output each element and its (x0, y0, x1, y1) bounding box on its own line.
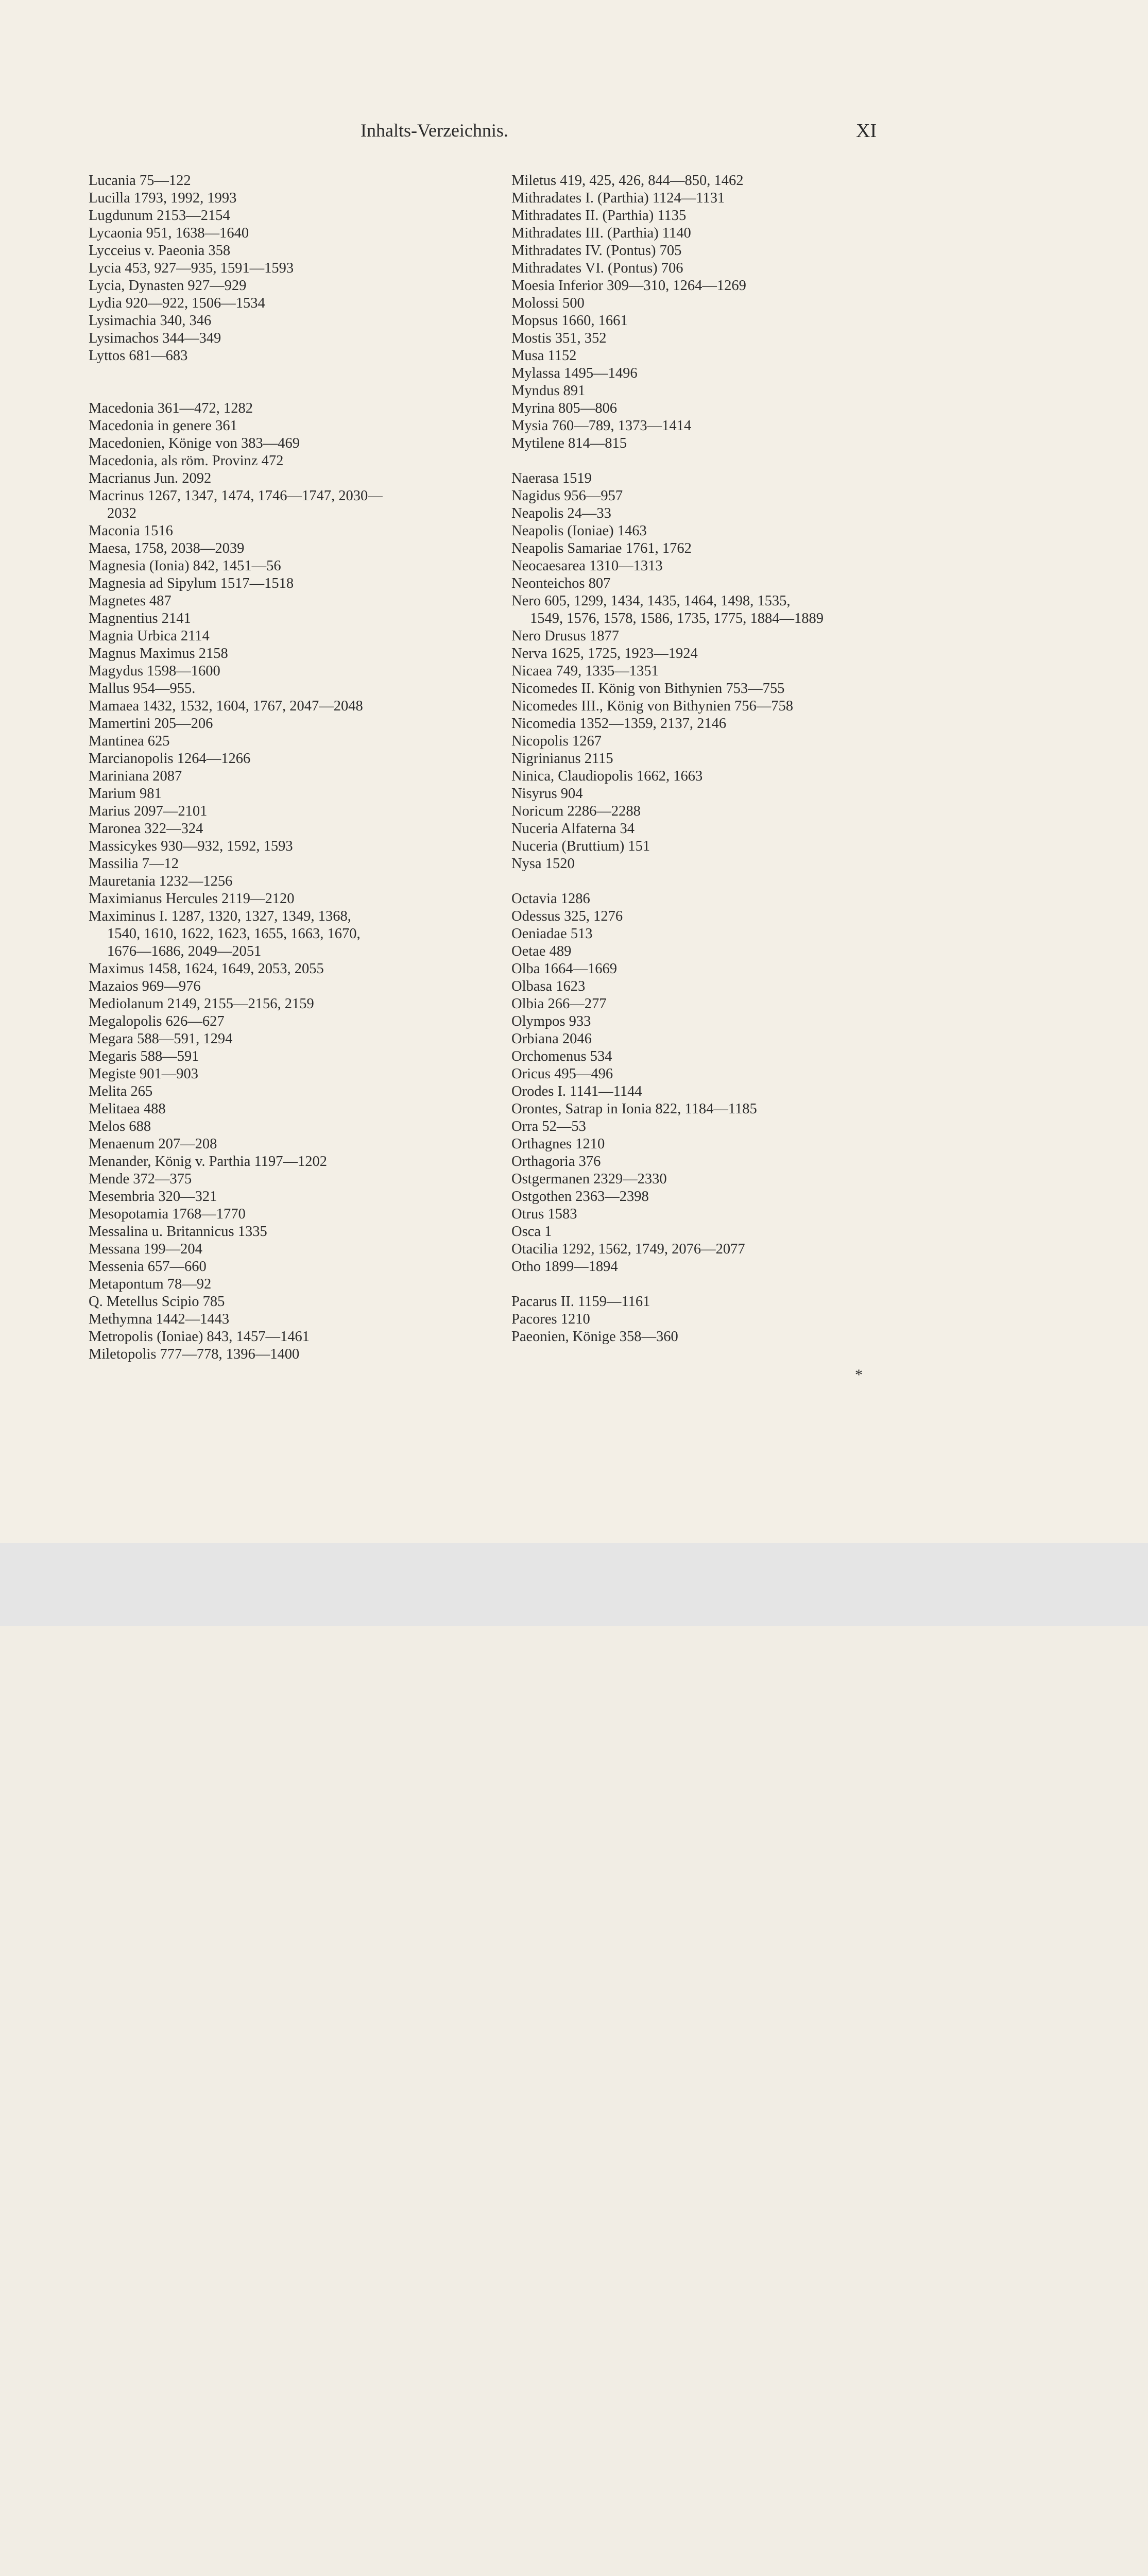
index-entry: Macrinus 1267, 1347, 1474, 1746—1747, 2030— (89, 488, 383, 504)
index-entry: Olympos 933 (511, 1013, 591, 1029)
index-entry: Mithradates I. (Parthia) 1124—1131 (511, 190, 725, 206)
index-entry: Moesia Inferior 309—310, 1264—1269 (511, 278, 746, 294)
index-entry: Mesopotamia 1768—1770 (89, 1206, 246, 1222)
index-entry: Octavia 1286 (511, 891, 590, 907)
index-entry: Nuceria (Bruttium) 151 (511, 838, 650, 854)
index-entry: Mithradates III. (Parthia) 1140 (511, 225, 691, 241)
index-entry: Mylassa 1495—1496 (511, 365, 638, 381)
index-entry: Nagidus 956—957 (511, 488, 623, 504)
index-entry: Lydia 920—922, 1506—1534 (89, 295, 265, 311)
index-entry: Lycia 453, 927—935, 1591—1593 (89, 260, 294, 276)
index-entry: Nero 605, 1299, 1434, 1435, 1464, 1498, 1535, (511, 593, 791, 609)
index-entry: Ostgothen 2363—2398 (511, 1189, 649, 1205)
index-entry: Massicykes 930—932, 1592, 1593 (89, 838, 293, 854)
index-entry: Metropolis (Ioniae) 843, 1457—1461 (89, 1329, 310, 1345)
index-entry: Lucania 75—122 (89, 173, 191, 189)
index-entry: Miletopolis 777—778, 1396—1400 (89, 1346, 300, 1362)
index-entry: Olbasa 1623 (511, 978, 586, 994)
index-entry: Magnia Urbica 2114 (89, 628, 210, 644)
index-entry: Lycaonia 951, 1638—1640 (89, 225, 249, 241)
index-entry: Macedonia, als röm. Provinz 472 (89, 453, 284, 469)
asterisk-mark: * (855, 1366, 863, 1383)
index-entry: Megiste 901—903 (89, 1066, 198, 1082)
page-number: XI (856, 120, 877, 142)
index-entry: Megalopolis 626—627 (89, 1013, 225, 1029)
index-entry: Menander, König v. Parthia 1197—1202 (89, 1154, 327, 1170)
index-entry: Naerasa 1519 (511, 470, 592, 486)
index-entry: Melitaea 488 (89, 1101, 166, 1117)
index-entry: Messana 199—204 (89, 1241, 202, 1257)
index-entry: Mauretania 1232—1256 (89, 873, 233, 889)
viewer-footer (0, 1543, 1148, 1626)
index-entry: Massilia 7—12 (89, 856, 179, 872)
index-entry: Otacilia 1292, 1562, 1749, 2076—2077 (511, 1241, 745, 1257)
index-entry: Marius 2097—2101 (89, 803, 208, 819)
index-entry: Maximinus I. 1287, 1320, 1327, 1349, 1368, (89, 908, 351, 924)
index-entry: Oetae 489 (511, 943, 572, 959)
index-entry: Magnesia ad Sipylum 1517—1518 (89, 575, 294, 591)
index-entry: Mamertini 205—206 (89, 716, 213, 732)
index-entry: Lycceius v. Paeonia 358 (89, 243, 231, 259)
index-entry: Musa 1152 (511, 348, 577, 364)
index-entry: Maconia 1516 (89, 523, 173, 539)
index-entry: Lycia, Dynasten 927—929 (89, 278, 247, 294)
section-spacer (511, 873, 903, 890)
index-entry: Neonteichos 807 (511, 575, 611, 591)
index-entry: Mamaea 1432, 1532, 1604, 1767, 2047—2048 (89, 698, 363, 714)
section-spacer (511, 452, 903, 470)
index-entry: Maximianus Hercules 2119—2120 (89, 891, 295, 907)
index-entry: Nerva 1625, 1725, 1923—1924 (511, 646, 698, 662)
index-entry: Olbia 266—277 (511, 996, 607, 1012)
index-entry: Neapolis Samariae 1761, 1762 (511, 540, 692, 556)
section-spacer (89, 365, 511, 400)
index-entry: Nicaea 749, 1335—1351 (511, 663, 659, 679)
index-entry: Miletus 419, 425, 426, 844—850, 1462 (511, 173, 744, 189)
index-entry: Myrina 805—806 (511, 400, 618, 416)
index-column-right (511, 172, 903, 1346)
index-entry: Pacores 1210 (511, 1311, 590, 1327)
index-entry: Mazaios 969—976 (89, 978, 201, 994)
index-entry: Q. Metellus Scipio 785 (89, 1294, 225, 1310)
index-entry: Nisyrus 904 (511, 786, 583, 802)
index-entry: Magnus Maximus 2158 (89, 646, 228, 662)
index-entry: Olba 1664—1669 (511, 961, 618, 977)
index-column-left (89, 172, 511, 1363)
index-entry-continuation: 1540, 1610, 1622, 1623, 1655, 1663, 1670, (107, 926, 361, 942)
index-entry: Orthagoria 376 (511, 1154, 601, 1170)
index-entry: Marium 981 (89, 786, 162, 802)
index-entry: Molossi 500 (511, 295, 585, 311)
index-entry: Mende 372—375 (89, 1171, 192, 1187)
index-entry: Mantinea 625 (89, 733, 170, 749)
index-entry: Macrianus Jun. 2092 (89, 470, 212, 486)
index-entry: Mytilene 814—815 (511, 435, 627, 451)
index-entry: Nicopolis 1267 (511, 733, 602, 749)
index-entry: Myndus 891 (511, 383, 586, 399)
index-entry: Nero Drusus 1877 (511, 628, 619, 644)
index-entry: Otho 1899—1894 (511, 1259, 618, 1275)
index-entry: Magnentius 2141 (89, 611, 191, 626)
index-entry: Lucilla 1793, 1992, 1993 (89, 190, 237, 206)
index-entry: Nicomedes II. König von Bithynien 753—755 (511, 681, 785, 697)
index-entry: Mopsus 1660, 1661 (511, 313, 628, 329)
index-entry: Nysa 1520 (511, 856, 575, 872)
index-entry: Messalina u. Britannicus 1335 (89, 1224, 267, 1240)
index-entry: Metapontum 78—92 (89, 1276, 212, 1292)
index-entry: Megaris 588—591 (89, 1048, 199, 1064)
index-entry: Mallus 954—955. (89, 681, 196, 697)
index-entry: Marcianopolis 1264—1266 (89, 751, 251, 767)
index-entry: Mesembria 320—321 (89, 1189, 217, 1205)
index-entry: Oeniadae 513 (511, 926, 593, 942)
index-entry: Orra 52—53 (511, 1118, 586, 1134)
index-entry: Nuceria Alfaterna 34 (511, 821, 635, 837)
index-entry: Magnetes 487 (89, 593, 172, 609)
index-entry: Orodes I. 1141—1144 (511, 1083, 642, 1099)
index-entry: Mithradates IV. (Pontus) 705 (511, 243, 682, 259)
index-entry-continuation: 1676—1686, 2049—2051 (107, 943, 262, 959)
index-entry: Orthagnes 1210 (511, 1136, 605, 1152)
index-entry: Maximus 1458, 1624, 1649, 2053, 2055 (89, 961, 324, 977)
index-entry: Magydus 1598—1600 (89, 663, 220, 679)
index-entry: Magnesia (Ionia) 842, 1451—56 (89, 558, 281, 574)
index-entry: Menaenum 207—208 (89, 1136, 217, 1152)
index-entry: Oricus 495—496 (511, 1066, 613, 1082)
index-entry: Nigrinianus 2115 (511, 751, 613, 767)
index-entry: Lyttos 681—683 (89, 348, 188, 364)
index-entry: Neapolis 24—33 (511, 505, 611, 521)
index-entry: Melita 265 (89, 1083, 153, 1099)
index-entry: Mediolanum 2149, 2155—2156, 2159 (89, 996, 314, 1012)
index-entry: Lysimachos 344—349 (89, 330, 221, 346)
index-entry: Ostgermanen 2329—2330 (511, 1171, 667, 1187)
index-entry: Orontes, Satrap in Ionia 822, 1184—1185 (511, 1101, 757, 1117)
index-entry: Nicomedes III., König von Bithynien 756—758 (511, 698, 793, 714)
index-entry-continuation: 1549, 1576, 1578, 1586, 1735, 1775, 1884—1889 (530, 611, 824, 626)
index-entry: Paeonien, Könige 358—360 (511, 1329, 678, 1345)
index-entry: Lugdunum 2153—2154 (89, 208, 230, 224)
index-entry: Otrus 1583 (511, 1206, 577, 1222)
index-entry: Orbiana 2046 (511, 1031, 592, 1047)
index-entry: Orchomenus 534 (511, 1048, 612, 1064)
index-entry: Ninica, Claudiopolis 1662, 1663 (511, 768, 703, 784)
index-entry: Neapolis (Ioniae) 1463 (511, 523, 647, 539)
index-entry: Methymna 1442—1443 (89, 1311, 230, 1327)
page-title: Inhalts-Verzeichnis. (361, 120, 508, 141)
index-entry: Melos 688 (89, 1118, 151, 1134)
index-entry: Megara 588—591, 1294 (89, 1031, 233, 1047)
index-entry: Maesa, 1758, 2038—2039 (89, 540, 245, 556)
index-entry: Mariniana 2087 (89, 768, 182, 784)
index-entry: Mithradates II. (Parthia) 1135 (511, 208, 687, 224)
index-entry-continuation: 2032 (107, 505, 136, 521)
section-spacer (511, 1276, 903, 1293)
index-entry: Neocaesarea 1310—1313 (511, 558, 663, 574)
index-entry: Noricum 2286—2288 (511, 803, 641, 819)
index-entry: Nicomedia 1352—1359, 2137, 2146 (511, 716, 727, 732)
index-entry: Osca 1 (511, 1224, 552, 1240)
index-entry: Lysimachia 340, 346 (89, 313, 212, 329)
index-entry: Mysia 760—789, 1373—1414 (511, 418, 692, 434)
index-entry: Macedonia in genere 361 (89, 418, 237, 434)
index-entry: Macedonia 361—472, 1282 (89, 400, 253, 416)
index-entry: Odessus 325, 1276 (511, 908, 623, 924)
index-entry: Mostis 351, 352 (511, 330, 607, 346)
index-entry: Pacarus II. 1159—1161 (511, 1294, 650, 1310)
index-entry: Messenia 657—660 (89, 1259, 207, 1275)
index-entry: Maronea 322—324 (89, 821, 203, 837)
index-entry: Mithradates VI. (Pontus) 706 (511, 260, 683, 276)
index-entry: Macedonien, Könige von 383—469 (89, 435, 300, 451)
